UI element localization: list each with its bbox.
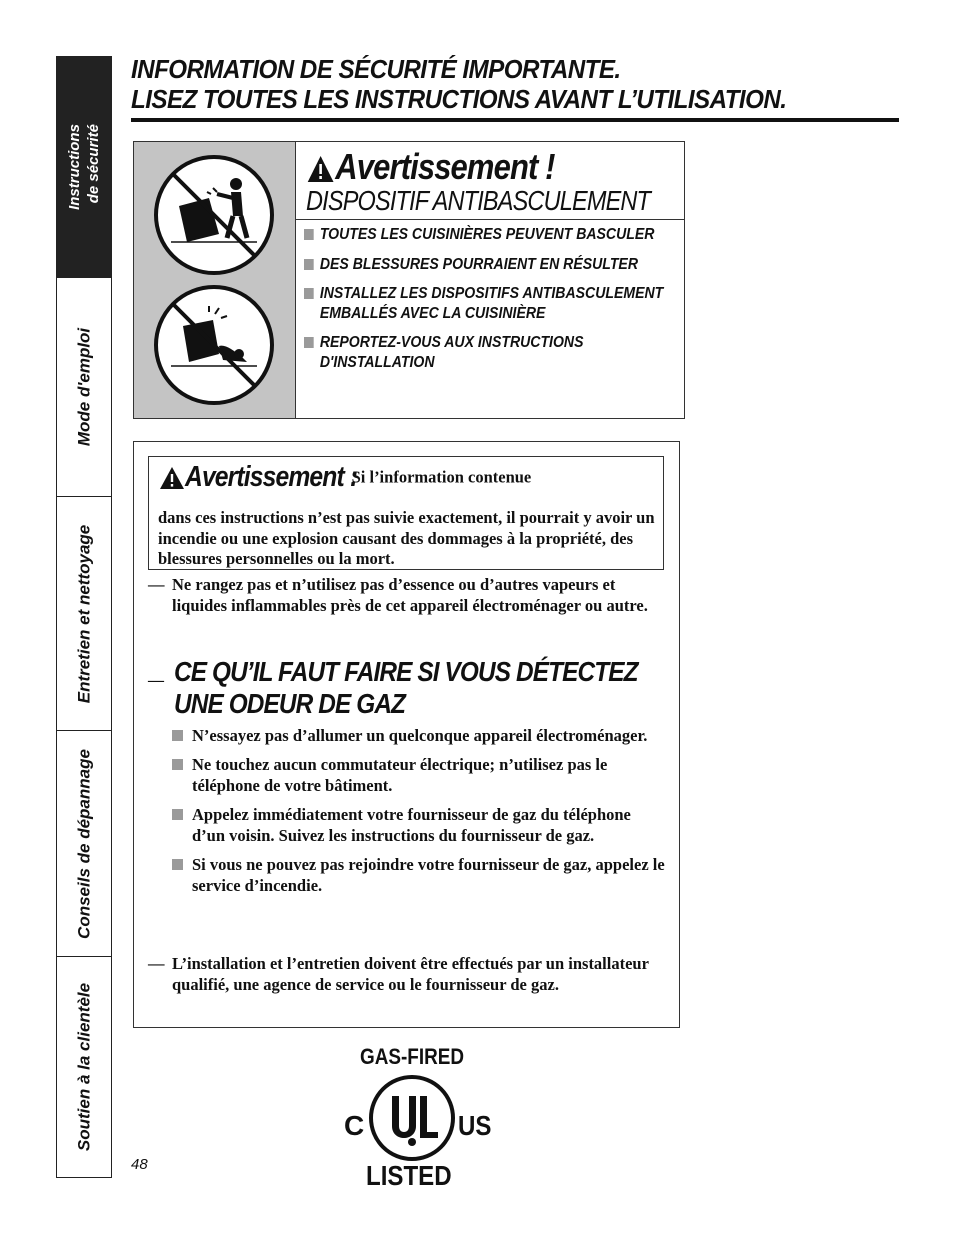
tipping-range-child-icon — [153, 154, 275, 276]
tab-label-line1: Instructions — [66, 124, 83, 210]
fire-warning-head — [159, 461, 531, 494]
list-item — [304, 333, 681, 372]
list-item — [304, 284, 681, 323]
anti-tip-list — [304, 225, 674, 382]
header-line-1: INFORMATION DE SÉCURITÉ IMPORTANTE. — [131, 54, 621, 84]
tab-instructions-securite[interactable] — [57, 57, 111, 278]
ul-c-text: C — [344, 1110, 365, 1141]
bullet-square-icon — [304, 259, 314, 270]
gas-odor-list — [172, 726, 667, 905]
header-line-2: LISEZ TOUTES LES INSTRUCTIONS AVANT L’UTILISATION. — [131, 84, 787, 114]
tab-label-line2: de sécurité — [85, 124, 102, 204]
list-item — [172, 805, 667, 846]
list-item — [172, 855, 667, 896]
side-tabs — [56, 56, 112, 1178]
list-item-text: Ne touchez aucun commutateur électrique; n’utilisez pas le téléphone de votre bâtiment. — [192, 755, 608, 795]
anti-tip-title-area — [296, 142, 684, 220]
warning-triangle-icon — [306, 154, 335, 184]
list-item — [304, 225, 681, 245]
bullet-square-icon — [172, 759, 183, 770]
ul-listed-text: LISTED — [366, 1160, 452, 1191]
list-item — [172, 726, 667, 747]
paragraph-text: L’installation et l’entretien doivent être effectués par un installateur qualifié, une agence de service ou le fournisseur de gaz. — [172, 954, 649, 994]
list-item-text: TOUTES LES CUISINIÈRES PEUVENT BASCULER — [319, 226, 655, 243]
ul-circle-icon — [368, 1074, 456, 1162]
flammables-paragraph — [148, 575, 673, 616]
tab-entretien-nettoyage[interactable] — [57, 497, 111, 731]
list-item-text: INSTALLEZ LES DISPOSITIFS ANTIBASCULEMENT EMBALLÉS AVEC LA CUISINIÈRE — [319, 285, 664, 322]
list-item-text: REPORTEZ-VOUS AUX INSTRUCTIONS D'INSTALLATION — [319, 334, 584, 371]
page-number: 48 — [131, 1156, 148, 1173]
warning-title — [306, 146, 555, 188]
ul-us-text: US — [458, 1110, 492, 1141]
em-dash: — — [148, 672, 164, 689]
bullet-square-icon — [304, 288, 314, 299]
list-item — [304, 255, 681, 275]
bullet-square-icon — [172, 730, 183, 741]
warning-subtitle: DISPOSITIF ANTIBASCULEMENT — [306, 185, 651, 216]
fire-gas-warning-box — [133, 441, 680, 1028]
header-rule — [131, 118, 899, 122]
fallen-range-person-icon — [153, 284, 275, 406]
bullet-square-icon — [172, 859, 183, 870]
tab-conseils-depannage[interactable] — [57, 731, 111, 957]
page-header — [131, 54, 901, 114]
list-item-text: Appelez immédiatement votre fournisseur de gaz du téléphone d’un voisin. Suivez les instructions du fournisseur de gaz. — [192, 805, 631, 845]
fire-warning-inner-box — [148, 456, 664, 570]
list-item-text: N’essayez pas d’allumer un quelconque appareil électroménager. — [192, 726, 648, 745]
tab-label: Soutien à la clientèle — [74, 982, 94, 1152]
fire-warning-title: Avertissement : — [185, 461, 358, 493]
list-item — [172, 755, 667, 796]
warning-title-text: Avertissement ! — [335, 146, 555, 187]
tab-label: Entretien et nettoyage — [74, 524, 94, 703]
tab-mode-emploi[interactable] — [57, 278, 111, 497]
ul-listed-logo — [340, 1044, 500, 1194]
bullet-square-icon — [172, 809, 183, 820]
anti-tip-illustrations — [134, 142, 296, 418]
em-dash: — — [148, 575, 165, 594]
fire-warning-lead: Si l’information contenue — [351, 467, 532, 487]
paragraph-text: Ne rangez pas et n’utilisez pas d’essence ou d’autres vapeurs et liquides inflammables près de cet appareil électroménager ou autre. — [172, 575, 648, 615]
warning-triangle-icon — [159, 466, 185, 490]
anti-tip-warning-box — [133, 141, 685, 419]
installation-paragraph — [148, 954, 673, 995]
gas-odor-title: CE QU’IL FAUT FAIRE SI VOUS DÉTECTEZ UNE ODEUR DE GAZ — [174, 656, 638, 719]
list-item-text: Si vous ne pouvez pas rejoindre votre fournisseur de gaz, appelez le service d’incendie. — [192, 855, 665, 895]
ul-gas-fired-text: GAS-FIRED — [360, 1044, 465, 1069]
tab-label: Conseils de dépannage — [74, 748, 94, 939]
tab-soutien-clientele[interactable] — [57, 957, 111, 1177]
bullet-square-icon — [304, 229, 314, 240]
fire-warning-body: dans ces instructions n’est pas suivie exactement, il pourrait y avoir un incendie ou une explosion causant des dommages à la propriété, des blessures personnelles ou la mort. — [158, 508, 655, 568]
bullet-square-icon — [304, 337, 314, 348]
list-item-text: DES BLESSURES POURRAIENT EN RÉSULTER — [319, 255, 638, 273]
em-dash: — — [148, 954, 165, 973]
tab-label: Mode d'emploi — [74, 327, 94, 447]
